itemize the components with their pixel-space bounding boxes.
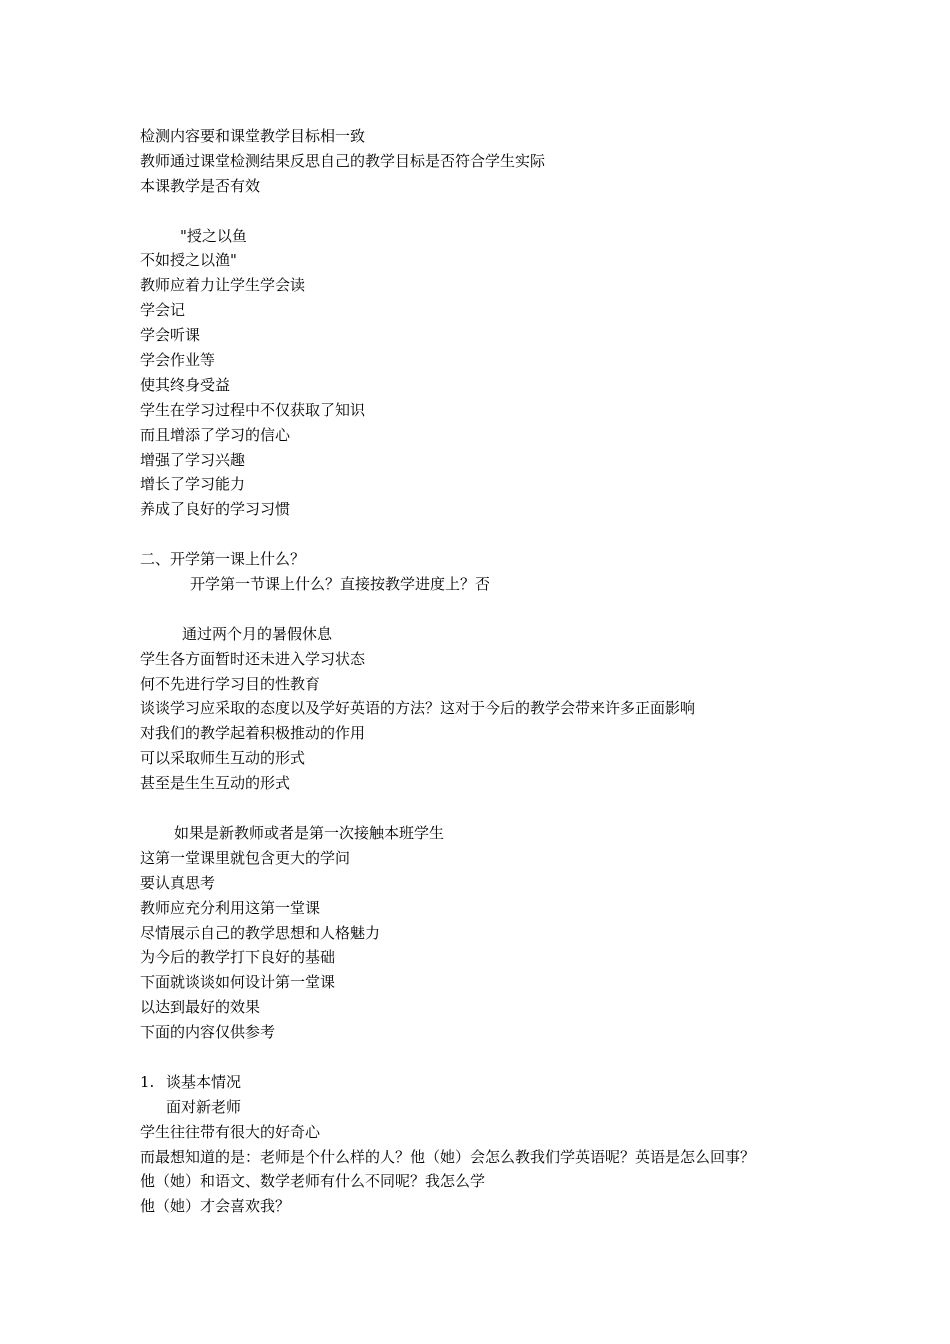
paragraph-3 (140, 622, 840, 796)
document-body (140, 124, 840, 1219)
blank-line (140, 597, 840, 622)
text-line: 增强了学习兴趣 (140, 450, 246, 469)
text-line: 下面的内容仅供参考 (140, 1023, 276, 1042)
text-line: 对我们的教学起着积极推动的作用 (140, 724, 366, 743)
text-line: 本课教学是否有效 (140, 176, 261, 195)
text-line: 而且增添了学习的信心 (140, 425, 291, 444)
text-line: 养成了良好的学习习惯 (140, 500, 291, 519)
text-line: 学会记 (140, 301, 186, 320)
text-line: 教师应着力让学生学会读 (140, 276, 306, 295)
text-line: 以达到最好的效果 (140, 998, 261, 1017)
text-line: 不如授之以渔" (140, 251, 237, 270)
text-line: 使其终身受益 (140, 375, 231, 394)
paragraph-4 (140, 821, 840, 1045)
text-line: "授之以鱼 (180, 226, 247, 245)
text-line: 面对新老师 (166, 1097, 242, 1116)
text-line: 何不先进行学习目的性教育 (140, 674, 321, 693)
text-line: 他（她）和语文、数学老师有什么不同呢？我怎么学 (140, 1172, 486, 1191)
text-line: 他（她）才会喜欢我？ (140, 1197, 291, 1216)
text-line: 教师应充分利用这第一堂课 (140, 898, 321, 917)
text-line: 学生在学习过程中不仅获取了知识 (140, 400, 366, 419)
text-line: 学会作业等 (140, 351, 216, 370)
text-line: 开学第一节课上什么？直接按教学进度上？否 (190, 575, 491, 594)
text-line: 可以采取师生互动的形式 (140, 749, 306, 768)
text-line: 学会听课 (140, 326, 201, 345)
blank-line (140, 796, 840, 821)
text-line: 下面就谈谈如何设计第一堂课 (140, 973, 336, 992)
item-title: 谈基本情况 (166, 1072, 242, 1091)
text-line: 教师通过课堂检测结果反思自己的教学目标是否符合学生实际 (140, 151, 546, 170)
text-line: 这第一堂课里就包含更大的学问 (140, 848, 351, 867)
text-line: 检测内容要和课堂教学目标相一致 (140, 127, 366, 145)
paragraph-2 (140, 224, 840, 523)
item-number: 1. (140, 1072, 155, 1091)
text-line: 尽情展示自己的教学思想和人格魅力 (140, 923, 381, 942)
text-line: 要认真思考 (140, 873, 216, 892)
text-line: 甚至是生生互动的形式 (140, 774, 291, 793)
section-title: 二、开学第一课上什么？ (140, 550, 306, 569)
blank-line (140, 522, 840, 547)
text-line: 学生往往带有很大的好奇心 (140, 1122, 321, 1141)
paragraph-1 (140, 124, 840, 199)
numbered-section-1 (140, 1070, 840, 1219)
text-line: 为今后的教学打下良好的基础 (140, 948, 336, 967)
text-line: 谈谈学习应采取的态度以及学好英语的方法？这对于今后的教学会带来许多正面影响 (140, 699, 696, 718)
text-line: 通过两个月的暑假休息 (182, 624, 333, 643)
blank-line (140, 199, 840, 224)
text-line: 增长了学习能力 (140, 475, 246, 494)
numbered-heading (140, 1070, 840, 1095)
text-line: 学生各方面暂时还未进入学习状态 (140, 649, 366, 668)
blank-line (140, 1045, 840, 1070)
section-heading-2 (140, 547, 840, 597)
text-line: 而最想知道的是：老师是个什么样的人？他（她）会怎么教我们学英语呢？英语是怎么回事？ (140, 1147, 756, 1166)
text-line: 如果是新教师或者是第一次接触本班学生 (174, 823, 445, 842)
